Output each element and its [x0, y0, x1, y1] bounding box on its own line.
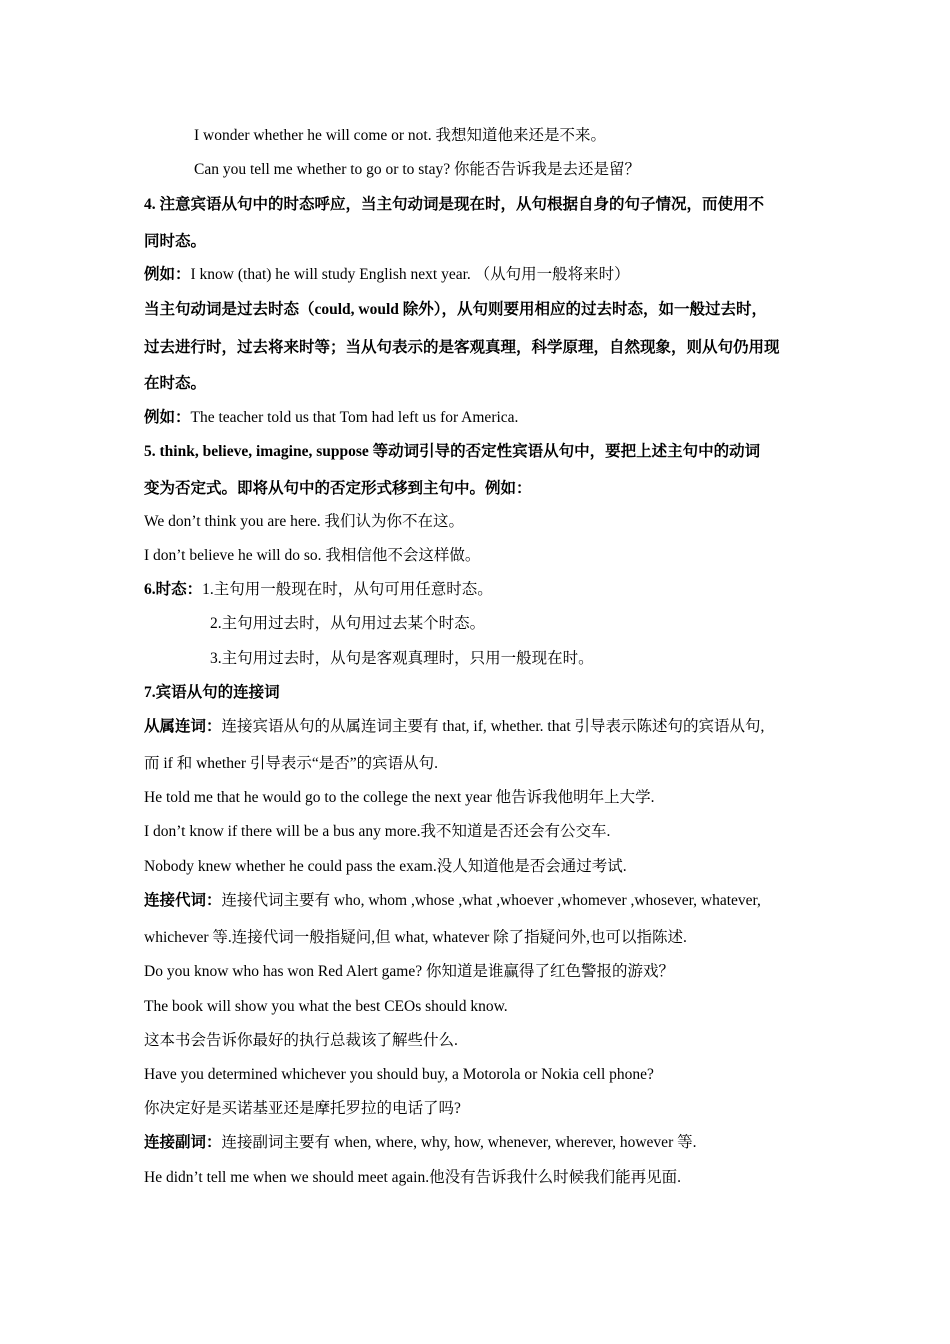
tense-rule-line: 2.主句用过去时，从句用过去某个时态。 [210, 615, 486, 632]
definition-line: 连接副词：连接副词主要有 when, where, why, how, whenever, wherever, however 等. [144, 1134, 697, 1151]
example-line: Do you know who has won Red Alert game? 你知道是谁赢得了红色警报的游戏？ [144, 963, 674, 980]
definition-line: 从属连词：连接宾语从句的从属连词主要有 that, if, whether. that 引导表示陈述句的宾语从句, [144, 718, 765, 735]
section-label: 连接代词： [144, 892, 222, 909]
example-line: The book will show you what the best CEOs should know. [144, 998, 508, 1015]
section-label: 6.时态： [144, 581, 203, 598]
section-heading: 7.宾语从句的连接词 [144, 684, 280, 701]
example-line: Can you tell me whether to go or to stay? 你能否告诉我是去还是留？ [194, 161, 640, 178]
example-line: 例如：The teacher told us that Tom had left us for America. [144, 409, 519, 426]
section-label: 从属连词： [144, 718, 222, 735]
example-line: He didn’t tell me when we should meet again.他没有告诉我什么时候我们能再见面. [144, 1169, 681, 1186]
rule-heading: 5. think, believe, imagine, suppose 等动词引导的否定性宾语从句中，要把上述主句中的动词 [144, 443, 761, 460]
example-line: We don’t think you are here. 我们认为你不在这。 [144, 513, 465, 530]
example-label: 例如： [144, 266, 191, 283]
example-line: 这本书会告诉你最好的执行总裁该了解些什么. [144, 1032, 458, 1049]
example-line: I wonder whether he will come or not. 我想知道他来还是不来。 [194, 127, 606, 144]
section-label: 连接副词： [144, 1134, 222, 1151]
example-line: He told me that he would go to the college the next year 他告诉我他明年上大学. [144, 789, 655, 806]
example-line: 例如：I know (that) he will study English next year. （从句用一般将来时） [144, 266, 630, 283]
example-line: Nobody knew whether he could pass the exam.没人知道他是否会通过考试. [144, 858, 627, 875]
rule-heading: 同时态。 [144, 233, 207, 250]
definition-line: 连接代词：连接代词主要有 who, whom ,whose ,what ,whoever ,whomever ,whosever, whatever, [144, 892, 761, 909]
tense-rule-line: 3.主句用过去时，从句是客观真理时，只用一般现在时。 [210, 650, 594, 667]
rule-paragraph: 当主句动词是过去时态（could, would 除外），从句则要用相应的过去时态，如一般过去时， [144, 301, 768, 318]
example-line: Have you determined whichever you should buy, a Motorola or Nokia cell phone? [144, 1066, 654, 1083]
example-line: I don’t believe he will do so. 我相信他不会这样做。 [144, 547, 481, 564]
example-line: I don’t know if there will be a bus any more.我不知道是否还会有公交车. [144, 823, 611, 840]
tense-rule-line: 6.时态：1.主句用一般现在时，从句可用任意时态。 [144, 581, 493, 598]
example-line: 你决定好是买诺基亚还是摩托罗拉的电话了吗? [144, 1100, 461, 1117]
example-label: 例如： [144, 409, 191, 426]
definition-line: whichever 等.连接代词一般指疑问,但 what, whatever 除了指疑问外,也可以指陈述. [144, 929, 687, 946]
rule-heading: 4. 注意宾语从句中的时态呼应，当主句动词是现在时，从句根据自身的句子情况，而使用不 [144, 196, 765, 213]
rule-paragraph: 过去进行时，过去将来时等；当从句表示的是客观真理，科学原理，自然现象，则从句仍用现 [144, 339, 780, 356]
definition-line: 而 if 和 whether 引导表示“是否”的宾语从句. [144, 755, 439, 772]
rule-paragraph: 在时态。 [144, 375, 207, 392]
rule-heading: 变为否定式。即将从句中的否定形式移到主句中。例如： [144, 480, 532, 497]
